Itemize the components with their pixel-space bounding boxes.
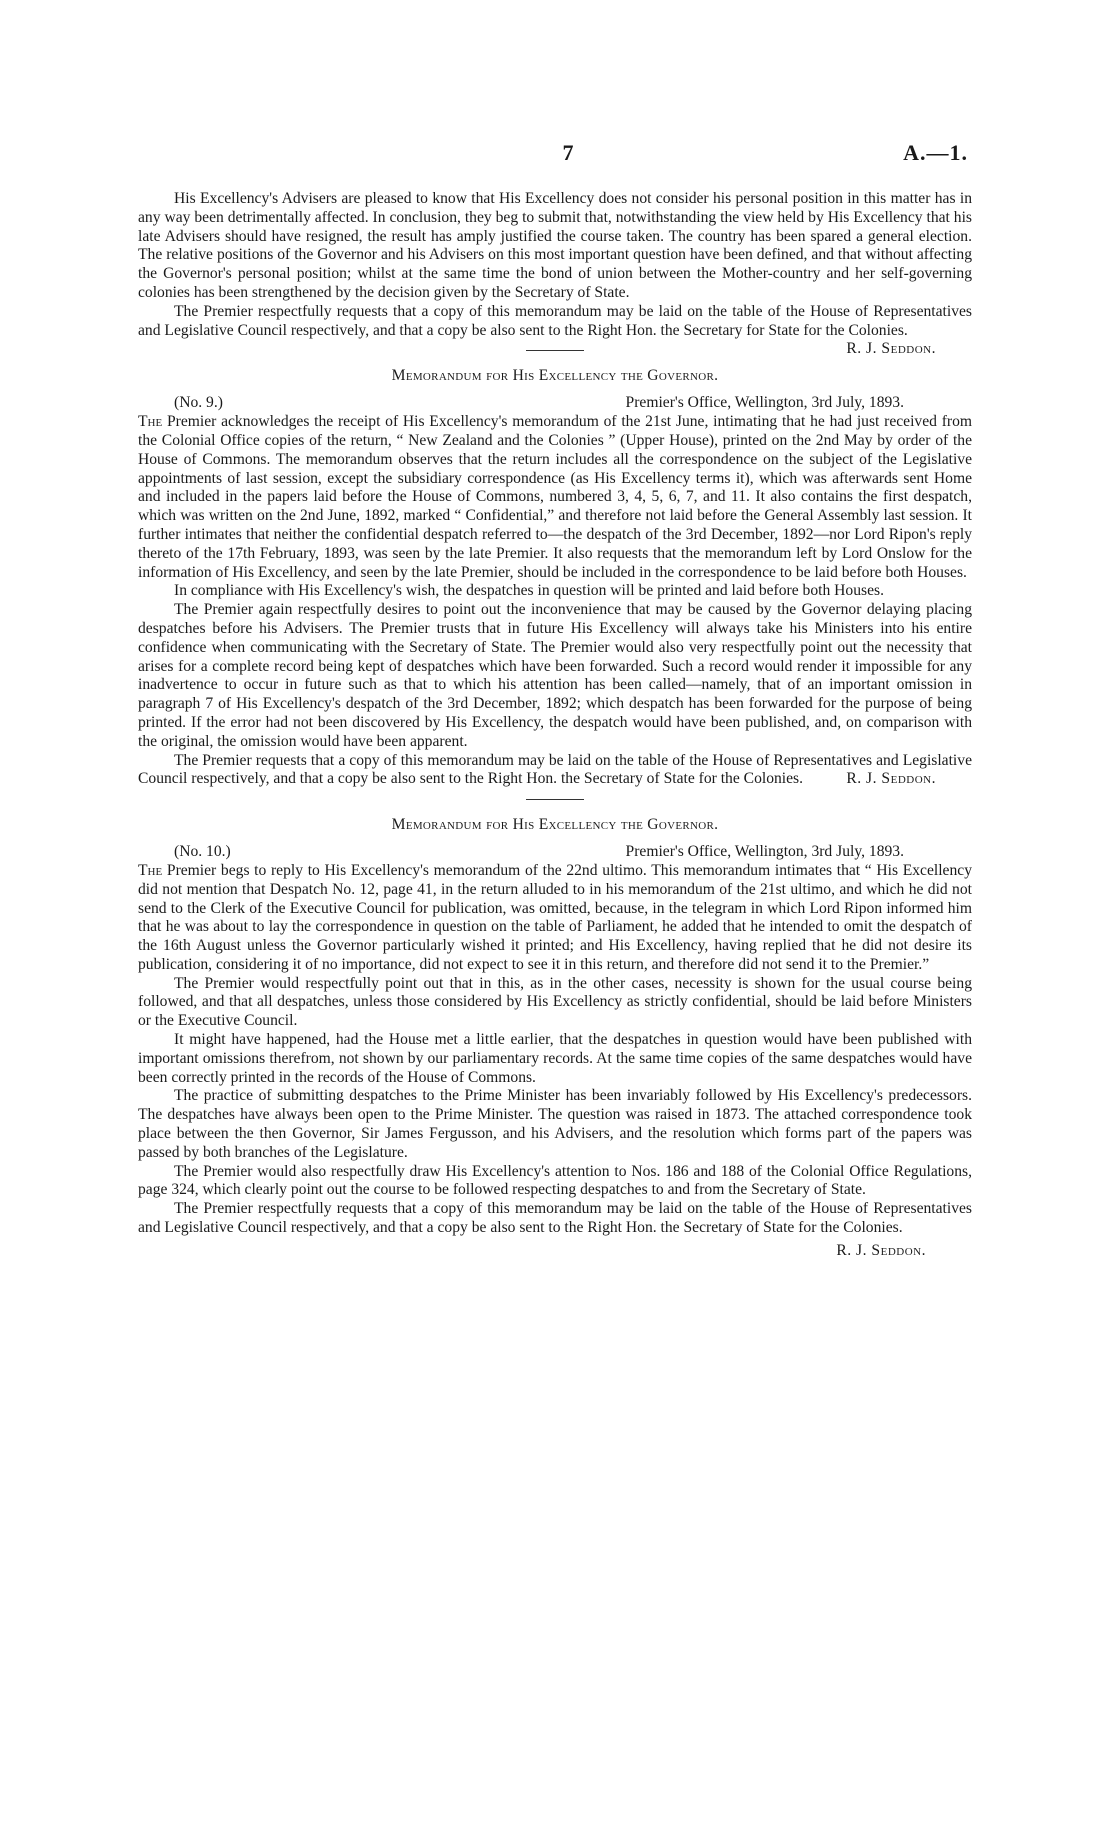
paragraph: It might have happened, had the House met a little earlier, that the despatches in question would have been published with important omissions therefrom, not shown by our parliamentary records. At the same time copies of the same despatches would have been correctly printed in the records of the House of Commons. [138,1031,972,1086]
memo-office-date: Premier's Office, Wellington, 3rd July, 1893. [625,394,904,412]
paragraph [138,413,972,582]
paragraph-text: The Premier respectfully requests that a copy of this memorandum may be laid on the table of the House of Representatives and Legislative Council respectively, and that a copy be also sent to the Right Hon. the Secretary for State for the Colonies. [138,302,972,339]
memo-office-date: Premier's Office, Wellington, 3rd July, 1893. [625,842,904,860]
paragraph: His Excellency's Advisers are pleased to know that His Excellency does not consider his personal position in this matter has in any way been detrimentally affected. In conclusion, they beg to submit that, notwithstanding the view held by His Excellency that his late Advisers should have resigned, the result has amply justified the course taken. The country has been spared a general election. The relative positions of the Governor and his Advisers on this most important question have been defined, and that without affecting the Governor's personal position; whilst at the same time the bond of union between the Mother-country and her self-governing colonies has been strengthened by the decision given by the Secretary of State. [138,190,972,301]
document-reference: A.—1. [903,140,968,165]
signature: R. J. Seddon. [846,770,936,788]
paragraph [138,302,972,358]
signature: R. J. Seddon. [836,1241,926,1259]
memo-title: Memorandum for His Excellency the Governor. [391,367,719,385]
memo-dateline [138,843,972,862]
lead-word: The [138,861,163,879]
page-header [168,140,968,170]
section-divider [526,350,584,351]
paragraph: The Premier respectfully requests that a copy of this memorandum may be laid on the table of the House of Representatives and Legislative Council respectively, and that a copy be also sent to the Right Hon. the Secretary of State for the Colonies. [138,1200,972,1237]
paragraph-text: The Premier requests that a copy of this memorandum may be laid on the table of the House of Representatives and Legislative Council respectively, and that a copy be also sent to the Right Hon. the Secretary of State for the Colonies. [138,751,972,788]
document-body [138,190,972,1261]
memo-dateline [138,394,972,413]
paragraph-text: Premier begs to reply to His Excellency's memorandum of the 22nd ultimo. This memorandum intimates that “ His Excellency did not mention that Despatch No. 12, page 41, in the return alluded to in his memorandum of the 21st ultimo, and which he did not send to the Clerk of the Executive Council for publication, was omitted, because, in the telegram in which Lord Ripon informed him that he was about to lay the correspondence in question on the table of Parliament, he added that he intended to omit the despatch of the 16th August unless the Governor particularly wished it printed; and His Excellency, having replied that he did not desire its publication, considering it of no importance, did not expect to see it in this return, and therefore did not send it to the Premier.” [138,861,972,973]
paragraph [138,862,972,975]
paragraph: The Premier again respectfully desires to point out the inconvenience that may be caused by the Governor delaying placing despatches before his Advisers. The Premier trusts that in future His Excellency will always take his Ministers into his entire confidence when communicating with the Secretary of State. The Premier would also very respectfully point out the necessity that arises for a complete record being kept of despatches which have been forwarded. Such a record would render it impossible for any inadvertence to occur in future such as that to which his attention has been called—namely, that of an important omission in paragraph 7 of His Excellency's despatch of the 3rd December, 1892; which despatch has been forwarded for the purpose of being printed. If the error had not been discovered by His Excellency, the despatch would have been published, and, on comparison with the original, the omission would have been apparent. [138,601,972,750]
paragraph: The Premier would respectfully point out that in this, as in the other cases, necessity is shown for the usual course being followed, and that all despatches, unless those considered by His Excellency as strictly confidential, should be laid before Ministers or the Executive Council. [138,974,972,1030]
memorandum-no-9 [138,367,972,789]
paragraph [138,752,972,790]
memorandum-no-10 [138,816,972,1261]
page-number: 7 [562,140,574,165]
memo-title: Memorandum for His Excellency the Governor. [391,816,719,834]
paragraph: The Premier would also respectfully draw His Excellency's attention to Nos. 186 and 188 of the Colonial Office Regulations, page 324, which clearly point out the course to be followed respecting despatches to and from the Secretary of State. [138,1162,972,1199]
section-divider [526,799,584,800]
paragraph-text: Premier acknowledges the receipt of His Excellency's memorandum of the 21st June, intimating that he had just received from the Colonial Office copies of the return, “ New Zealand and the Colonies ” (Upper House), printed on the 2nd May by order of the House of Commons. The memorandum observes that the return includes all the correspondence on the subject of the Legislative appointments of last session, except the subsidiary correspondence (as His Excellency terms it), which was afterwards sent Home and included in the papers laid before the House of Commons, numbered 3, 4, 5, 6, 7, and 11. It also contains the first despatch, which was written on the 2nd June, 1892, marked “ Confidential,” and therefore not laid before the General Assembly last session. It further intimates that neither the confidential despatch referred to—the despatch of the 3rd December, 1892—nor Lord Ripon's reply thereto of the 17th February, 1893, was seen by the late Premier. It also requests that the memorandum left by Lord Onslow for the information of His Excellency, and seen by the late Premier, should be included in the correspondence to be laid before both Houses. [138,413,973,581]
memo-number: (No. 10.) [174,842,231,860]
paragraph: The practice of submitting despatches to the Prime Minister has been invariably followed by His Excellency's predecessors. The despatches have always been open to the Prime Minister. The question was raised in 1873. The attached correspondence took place between the then Governor, Sir James Fergusson, and his Advisers, and the resolution which forms part of the papers was passed by both branches of the Legislature. [138,1087,972,1161]
memo-number: (No. 9.) [174,394,223,412]
lead-word: The [138,413,163,431]
paragraph: In compliance with His Excellency's wish, the despatches in question will be printed and laid before both Houses. [174,582,884,600]
signature: R. J. Seddon. [846,340,936,358]
intro-section [138,190,972,358]
